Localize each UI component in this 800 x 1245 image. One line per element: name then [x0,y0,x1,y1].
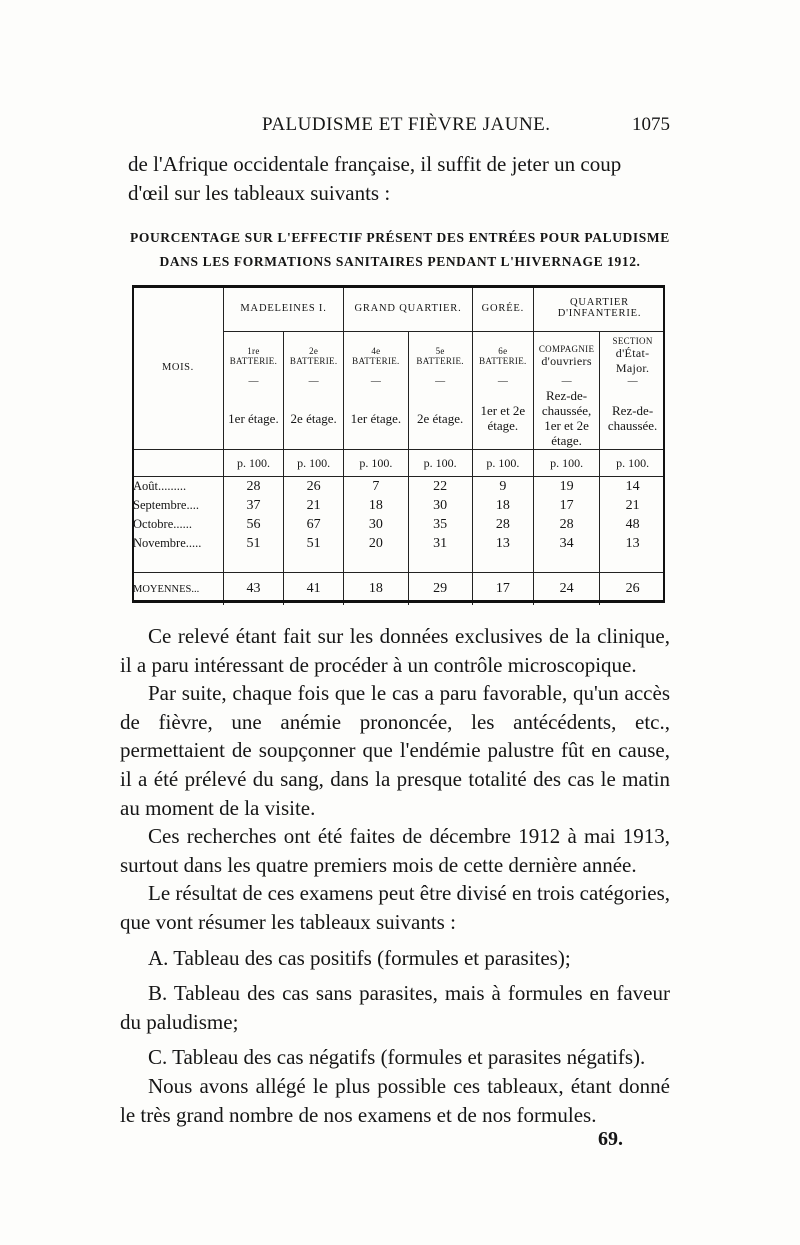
pct-cell: p. 100. [533,450,599,477]
value-cell: 56 [223,515,283,534]
month-cell: Octobre...... [133,517,193,531]
average-cell: 17 [472,573,533,606]
pct-cell: p. 100. [223,450,283,477]
group-goree: GORÉE. [472,285,533,332]
value-cell: 30 [408,496,472,515]
col-head: 2e BATTERIE. [284,332,344,377]
value-cell: 13 [472,534,533,553]
col-head: 6e BATTERIE. [472,332,533,377]
group-quartier-infanterie: QUARTIER D'INFANTERIE. [533,285,665,332]
pct-blank [133,450,223,477]
month-cell: Novembre..... [133,536,202,550]
month-cell: Septembre.... [133,498,199,512]
value-cell: 13 [600,534,665,553]
average-cell: 29 [408,573,472,606]
average-cell: 41 [284,573,344,606]
averages-row [133,573,665,606]
month-cell: Août......... [133,479,187,493]
value-cell: 22 [408,477,472,497]
value-cell: 21 [284,496,344,515]
divider: — [472,376,533,387]
table-row [133,534,665,553]
divider: — [344,376,408,387]
etage-cell: 1er étage. [344,387,408,450]
average-cell: 24 [533,573,599,606]
value-cell: 30 [344,515,408,534]
value-cell: 31 [408,534,472,553]
group-madeleines: MADELEINES I. [223,285,343,332]
col-head: 1re BATTERIE. [223,332,283,377]
value-cell: 9 [472,477,533,497]
average-cell: 43 [223,573,283,606]
intro-line: d'œil sur les tableaux suivants : [128,181,391,205]
value-cell: 19 [533,477,599,497]
etage-cell: 1er étage. [223,387,283,450]
page-number: 1075 [632,114,670,135]
divider: — [284,376,344,387]
average-cell: 26 [600,573,665,606]
paragraph: Ce relevé étant fait sur les données exclusives de la clinique, il a paru intéressant de procéder à un contrôle microscopique. [120,624,670,677]
running-title: PALUDISME ET FIÈVRE JAUNE. [262,114,551,135]
table-row [133,515,665,534]
divider: — [408,376,472,387]
value-cell: 48 [600,515,665,534]
mois-header: MOIS. [133,285,223,450]
divider: — [223,376,283,387]
average-cell: 18 [344,573,408,606]
table-row [133,477,665,497]
paragraph: B. Tableau des cas sans parasites, mais à formules en faveur du paludisme; [120,981,670,1034]
table-row-spacer [133,553,665,573]
etage-cell: 1er et 2e étage. [472,387,533,450]
value-cell: 34 [533,534,599,553]
table-caption-line1: POURCENTAGE SUR L'EFFECTIF PRÉSENT DES ENTRÉES POUR PALUDISME [130,230,670,245]
value-cell: 51 [284,534,344,553]
paragraph: A. Tableau des cas positifs (formules et parasites); [148,945,571,970]
value-cell: 20 [344,534,408,553]
value-cell: 17 [533,496,599,515]
pct-cell: p. 100. [472,450,533,477]
value-cell: 51 [223,534,283,553]
value-cell: 21 [600,496,665,515]
value-cell: 7 [344,477,408,497]
averages-label: MOYENNES... [133,573,223,606]
value-cell: 28 [472,515,533,534]
col-head: 4e BATTERIE. [344,332,408,377]
divider: — [533,376,599,387]
value-cell: 28 [223,477,283,497]
value-cell: 26 [284,477,344,497]
value-cell: 35 [408,515,472,534]
divider: — [600,376,665,387]
value-cell: 14 [600,477,665,497]
etage-cell: 2e étage. [408,387,472,450]
pct-cell: p. 100. [344,450,408,477]
group-grand-quartier: GRAND QUARTIER. [344,285,472,332]
etage-cell: 2e étage. [284,387,344,450]
running-header [130,114,670,144]
etage-cell: Rez-de-chaussée. [600,387,665,450]
body-text [120,622,670,1129]
col-head: 5e BATTERIE. [408,332,472,377]
value-cell: 18 [344,496,408,515]
value-cell: 37 [223,496,283,515]
value-cell: 28 [533,515,599,534]
intro-line: de l'Afrique occidentale française, il suffit de jeter un coup [128,152,622,176]
etage-cell: Rez-de-chaussée, 1er et 2e étage. [533,387,599,450]
signature-mark: 69. [598,1128,623,1150]
intro-text [128,150,668,208]
table-row [133,496,665,515]
col-head: SECTION d'État-Major. [600,332,665,377]
pct-cell: p. 100. [284,450,344,477]
value-cell: 18 [472,496,533,515]
value-cell: 67 [284,515,344,534]
col-head: COMPAGNIE d'ouvriers [533,332,599,377]
table-caption-line2: DANS LES FORMATIONS SANITAIRES PENDANT L'HIVERNAGE 1912. [159,254,641,269]
pct-cell: p. 100. [600,450,665,477]
paragraph: C. Tableau des cas négatifs (formules et parasites négatifs). [148,1045,646,1070]
paragraph: Par suite, chaque fois que le cas a paru favorable, qu'un accès de fièvre, une anémie prononcée, les antécédents, etc., permettaient de soupçonner que l'endémie palustre fût en cause, il a été prélevé du sang, dans la presque totalité des cas le matin au moment de la visite. [120,681,670,820]
malaria-table [133,285,665,605]
paragraph: Le résultat de ces examens peut être divisé en trois catégories, que vont résumer les tableaux suivants : [120,881,670,934]
paragraph: Nous avons allégé le plus possible ces tableaux, étant donné le très grand nombre de nos examens et de nos formules. [120,1073,670,1127]
paragraph: Ces recherches ont été faites de décembre 1912 à mai 1913, surtout dans les quatre premiers mois de cette dernière année. [120,824,670,877]
pct-cell: p. 100. [408,450,472,477]
